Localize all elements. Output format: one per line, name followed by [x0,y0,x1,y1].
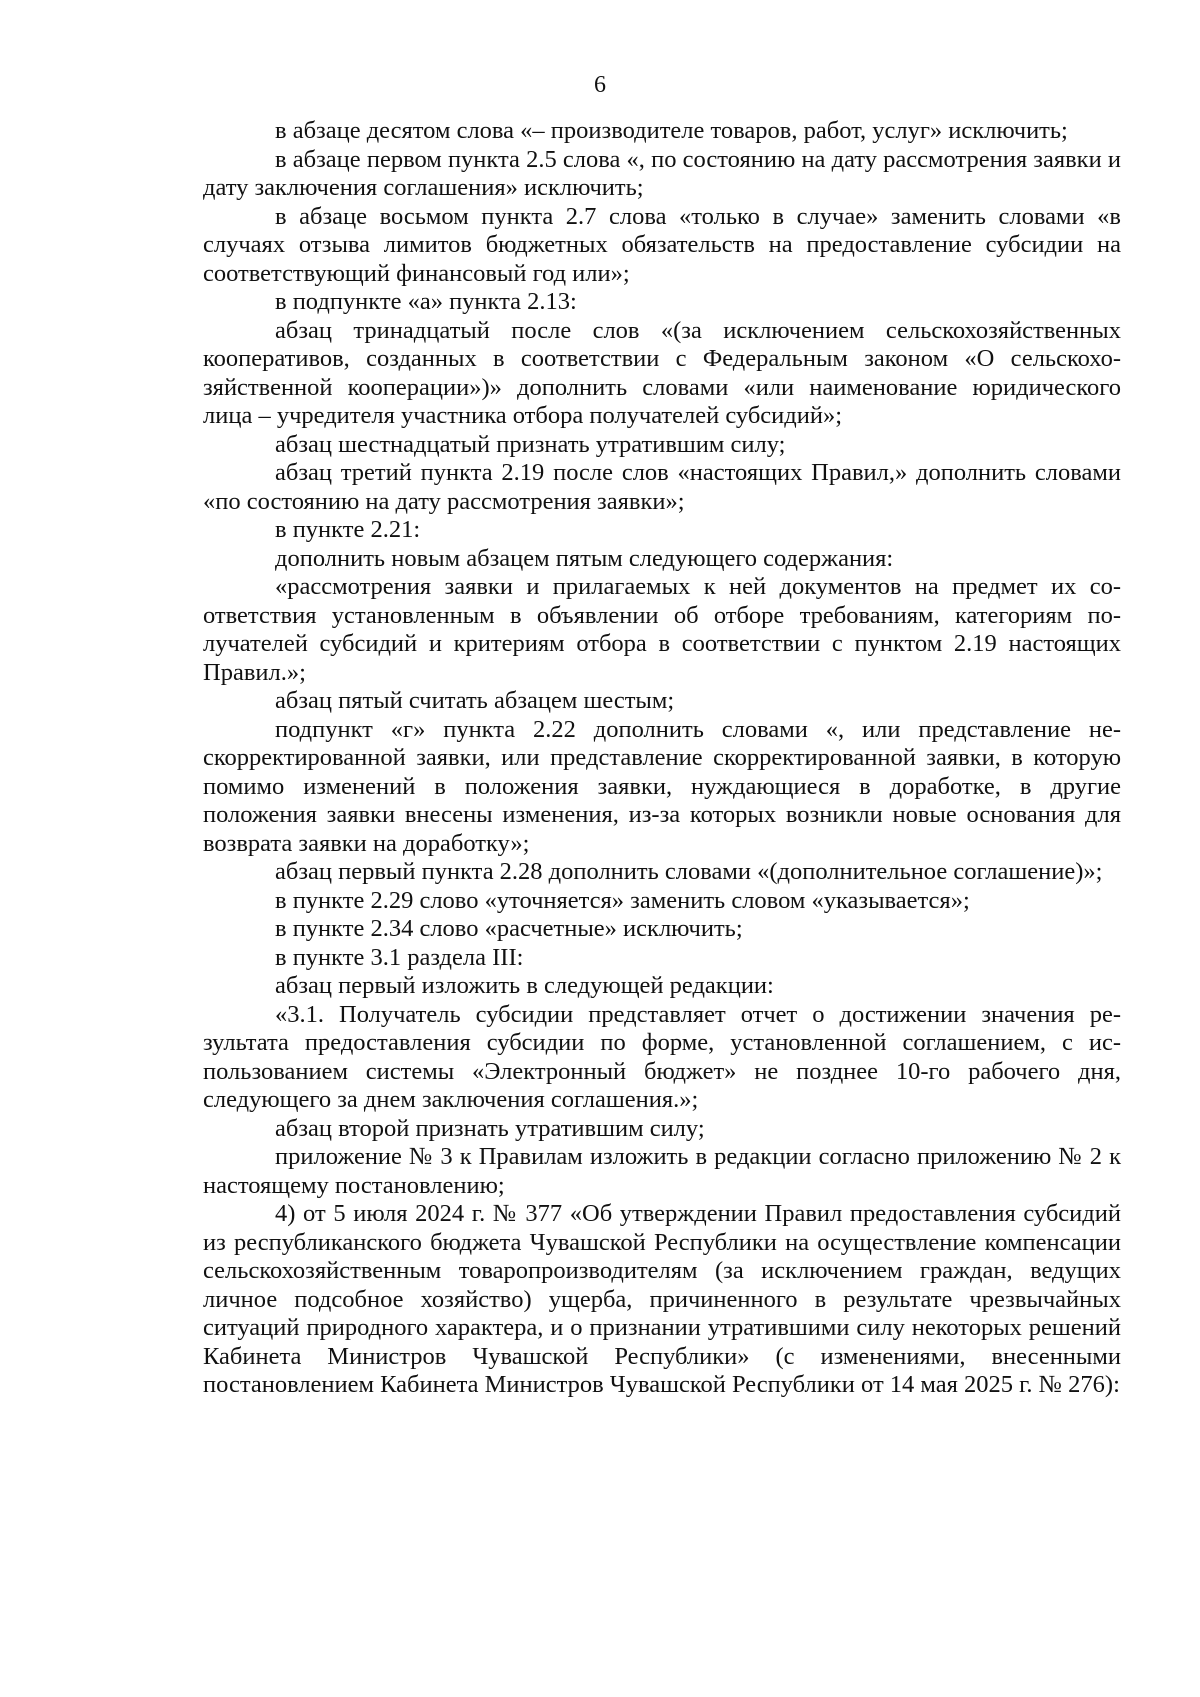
paragraph: абзац второй признать утратившим силу; [275,1114,705,1142]
paragraph: приложение № 3 к Правилам изложить в редакции согласно приложению № 2 к настоящему постановлению; [203,1143,1121,1199]
paragraph: в пункте 3.1 раздела III: [275,943,524,971]
paragraph: абзац третий пункта 2.19 после слов «настоящих Правил,» дополнить словами «по состоянию на дату рассмотрения заявки»; [203,459,1121,515]
paragraph: в абзаце первом пункта 2.5 слова «, по состоянию на дату рассмотрения заявки и дату заключения соглашения» исключить; [203,145,1121,201]
paragraph: в подпункте «а» пункта 2.13: [275,288,577,315]
paragraph: в пункте 2.29 слово «уточняется» заменить словом «указывается»; [275,886,970,914]
paragraph: в абзаце десятом слова «– производителе товаров, работ, услуг» исключить; [275,117,1068,144]
paragraph: дополнить новым абзацем пятым следующего содержания: [275,544,894,572]
paragraph: абзац шестнадцатый признать утратившим силу; [275,430,786,458]
page-number: 6 [594,72,606,98]
paragraph: «3.1. Получатель субсидии представляет отчет о достижении значения результата предоставления субсидии по форме, установленной соглашением, с использованием системы «Электронный бюджет» не позднее 10-го рабочего дня, следующего за днем заключения соглашения.»; [203,1000,1121,1113]
paragraph: 4) от 5 июля 2024 г. № 377 «Об утверждении Правил предоставления субсидий из республиканского бюджета Чувашской Республики на осуществление компенсации сельскохозяйственным товаропроизводителям (за исключением граждан, ведущих личное подсобное хозяйство) ущерба, причиненного в результате чрезвычайных ситуаций природного характера, и о признании утратившими силу некоторых решений Кабинета Министров Чувашской Республики» (с изменениями, внесенными постановлением Кабинета Министров Чувашской Республики от 14 мая 2025 г. № 276): [203,1200,1121,1398]
paragraph: в абзаце восьмом пункта 2.7 слова «только в случае» заменить словами «в случаях отзыва лимитов бюджетных обязательств на предоставление субсидии на соответствующий финансовый год или»; [203,202,1121,287]
paragraph: в пункте 2.21: [275,516,421,543]
paragraph: в пункте 2.34 слово «расчетные» исключить; [275,915,743,942]
document-body [203,117,1121,1400]
paragraph: подпункт «г» пункта 2.22 дополнить словами «, или представление нескорректированной заявки, или представление скорректированной заявки, в которую помимо изменений в положения заявки, нуждающиеся в доработке, в другие положения заявки внесены изменения, из-за которых возникли новые основания для возврата заявки на доработку»; [203,715,1121,857]
paragraph: абзац пятый считать абзацем шестым; [275,687,675,714]
paragraph: «рассмотрения заявки и прилагаемых к ней документов на предмет их соответствия установленным в объявлении об отборе требованиям, категориям получателей субсидий и критериям отбора в соответствии с пунктом 2.19 настоящих Правил.»; [203,573,1121,686]
paragraph: абзац первый пункта 2.28 дополнить словами «(дополнительное соглашение)»; [275,858,1103,885]
paragraph: абзац первый изложить в следующей редакции: [275,972,774,999]
paragraph: абзац тринадцатый после слов «(за исключением сельскохозяйственных кооперативов, созданных в соответствии с Федеральным законом «О сельскохозяйственной кооперации»)» дополнить словами «или наименование юридического лица – учредителя участника отбора получателей субсидий»; [203,316,1121,429]
